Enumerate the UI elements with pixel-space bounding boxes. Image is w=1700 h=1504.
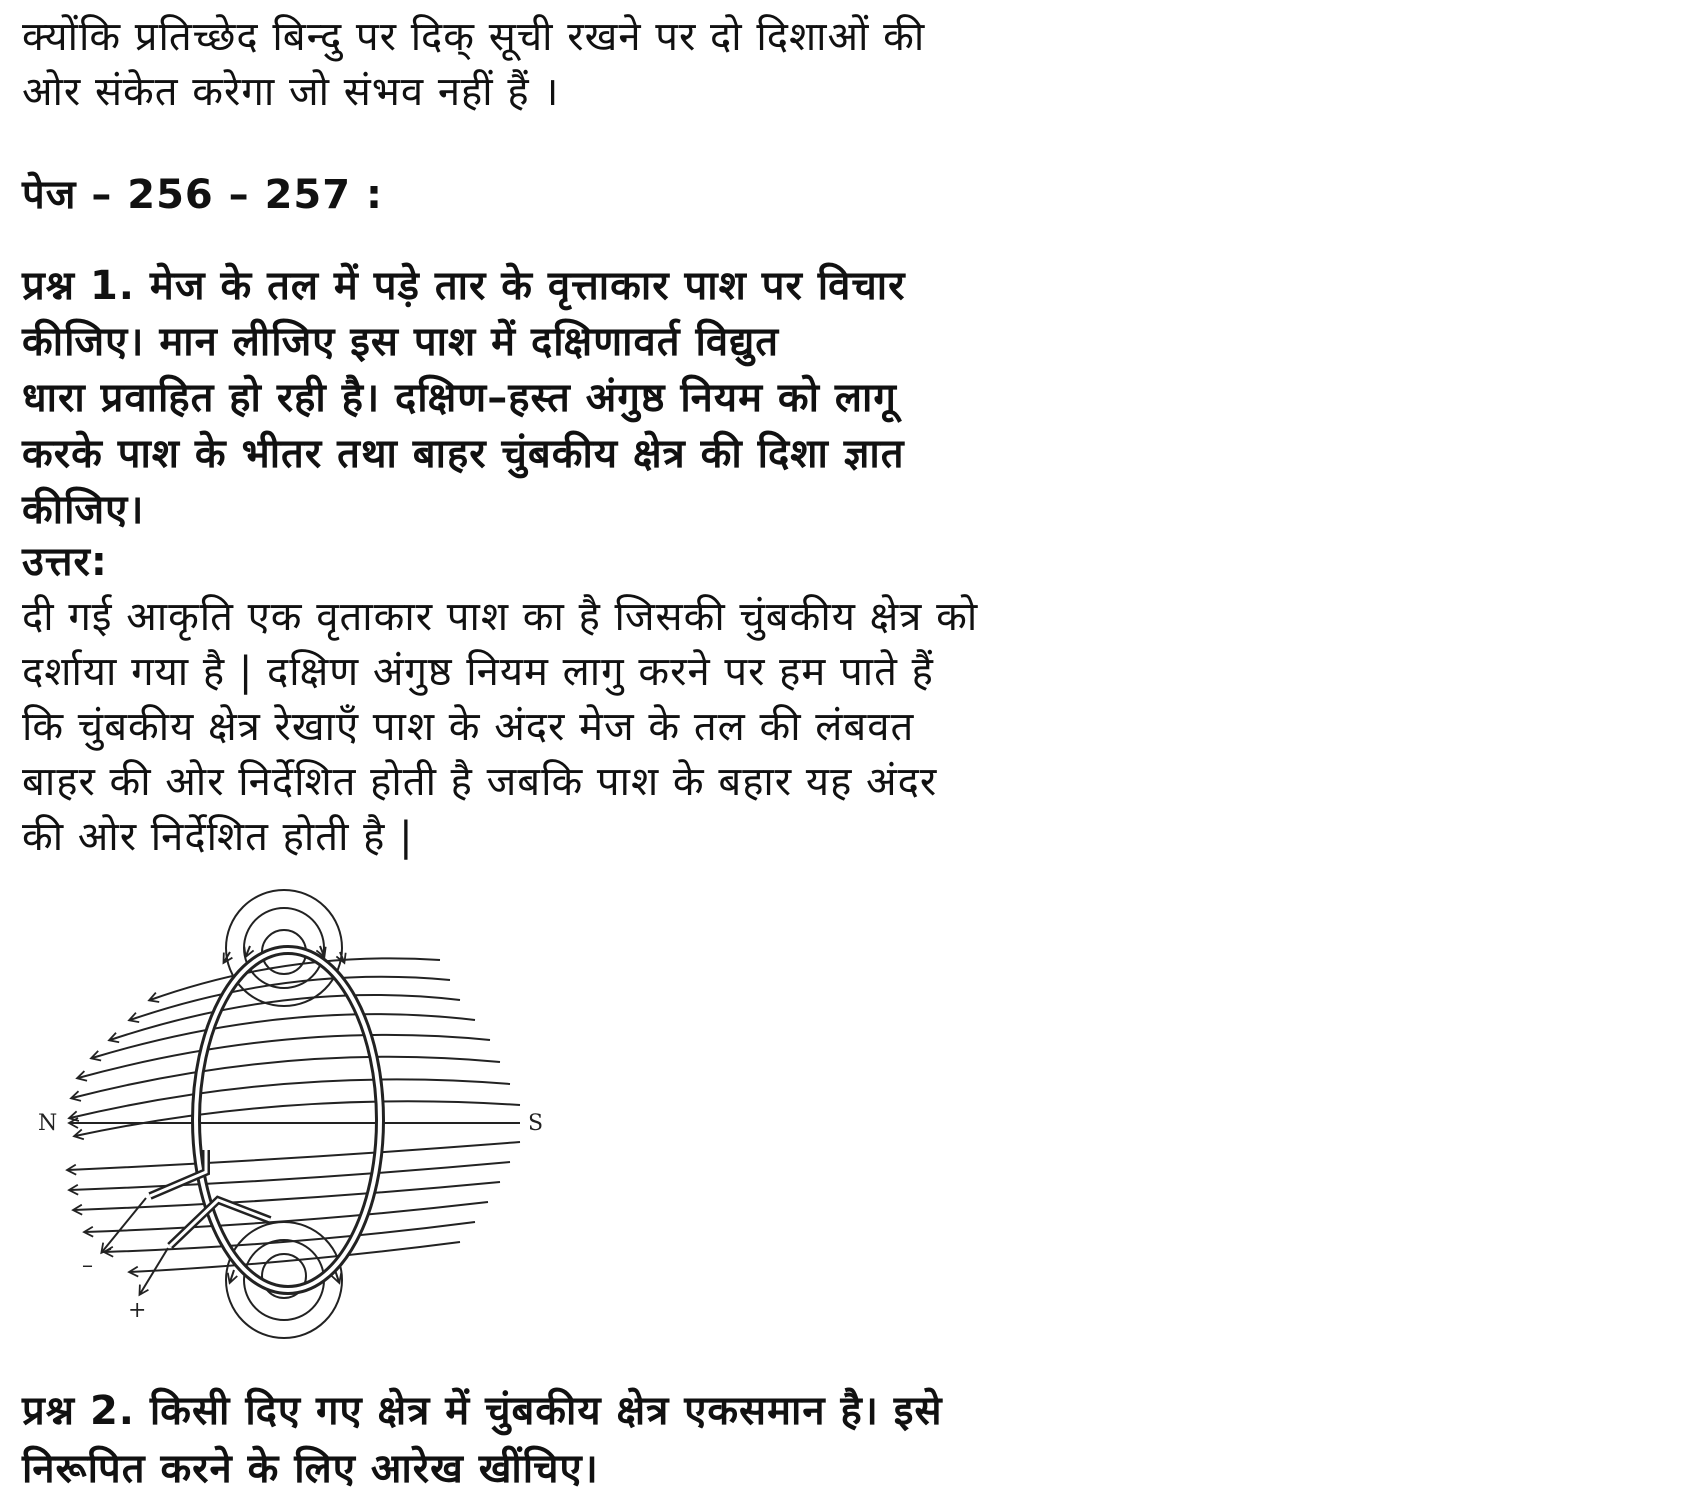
south-label: S	[528, 1111, 544, 1136]
north-label: N	[38, 1111, 58, 1136]
bottom-circle-arrow-left	[230, 1270, 234, 1282]
field-line	[130, 977, 450, 1020]
intro-paragraph	[22, 10, 1142, 120]
field-line	[110, 995, 460, 1040]
question-1-line: कीजिए।	[22, 487, 145, 533]
answer-line: की ओर निर्देशित होती है |	[22, 814, 414, 860]
question-1-line: प्रश्न 1. मेज के तल में पड़े तार के वृत्ताकार पाश पर विचार	[22, 263, 906, 309]
field-line	[74, 1182, 500, 1210]
question-1	[22, 258, 1142, 538]
answer-line: बाहर की ओर निर्देशित होती है जबकि पाश के बहार यह अंदर	[22, 759, 938, 805]
field-line	[150, 958, 440, 1000]
question-2-line: प्रश्न 2. किसी दिए गए क्षेत्र में चुंबकीय क्षेत्र एकसमान है। इसे	[22, 1388, 943, 1434]
answer-line: दर्शाया गया है | दक्षिण अंगुष्ठ नियम लागु करने पर हम पाते हैं	[22, 649, 934, 695]
circular-loop-field-diagram	[30, 880, 590, 1350]
intro-line: क्योंकि प्रतिच्छेद बिन्दु पर दिक् सूची रखने पर दो दिशाओं की	[22, 14, 926, 60]
top-circle-arrow-left-inner	[246, 946, 250, 956]
page-reference	[22, 168, 1142, 223]
question-1-line: करके पाश के भीतर तथा बाहर चुंबकीय क्षेत्र की दिशा ज्ञात	[22, 431, 905, 477]
field-lines-svg	[30, 880, 590, 1350]
intro-line: ओर संकेत करेगा जो संभव नहीं हैं ।	[22, 69, 560, 115]
field-line	[68, 1142, 520, 1170]
question-1-line: कीजिए। मान लीजिए इस पाश में दक्षिणावर्त विद्युत	[22, 319, 780, 365]
answer-line: दी गई आकृति एक वृताकार पाश का है जिसकी चुंबकीय क्षेत्र को	[22, 594, 979, 640]
answer-heading-text: उत्तर:	[22, 539, 108, 585]
answer-paragraph	[22, 590, 1142, 865]
current-loop	[196, 950, 380, 1290]
field-line	[75, 1101, 520, 1136]
page-reference-text: पेज – 256 – 257 :	[22, 172, 384, 218]
minus-terminal-label: –	[82, 1253, 93, 1278]
current-arrow-minus	[102, 1198, 146, 1252]
loop-inner-highlight	[196, 950, 380, 1290]
question-1-line: धारा प्रवाहित हो रही है। दक्षिण–हस्त अंगुष्ठ नियम को लागू	[22, 375, 897, 421]
question-2	[22, 1382, 1142, 1498]
answer-line: कि चुंबकीय क्षेत्र रेखाएँ पाश के अंदर मेज के तल की लंबवत	[22, 704, 915, 750]
answer-heading	[22, 535, 1142, 590]
plus-terminal-label: +	[128, 1298, 147, 1323]
field-line	[70, 1079, 510, 1118]
north-south-axis	[38, 1111, 543, 1136]
question-2-line: निरूपित करने के लिए आरेख खींचिए।	[22, 1446, 599, 1492]
